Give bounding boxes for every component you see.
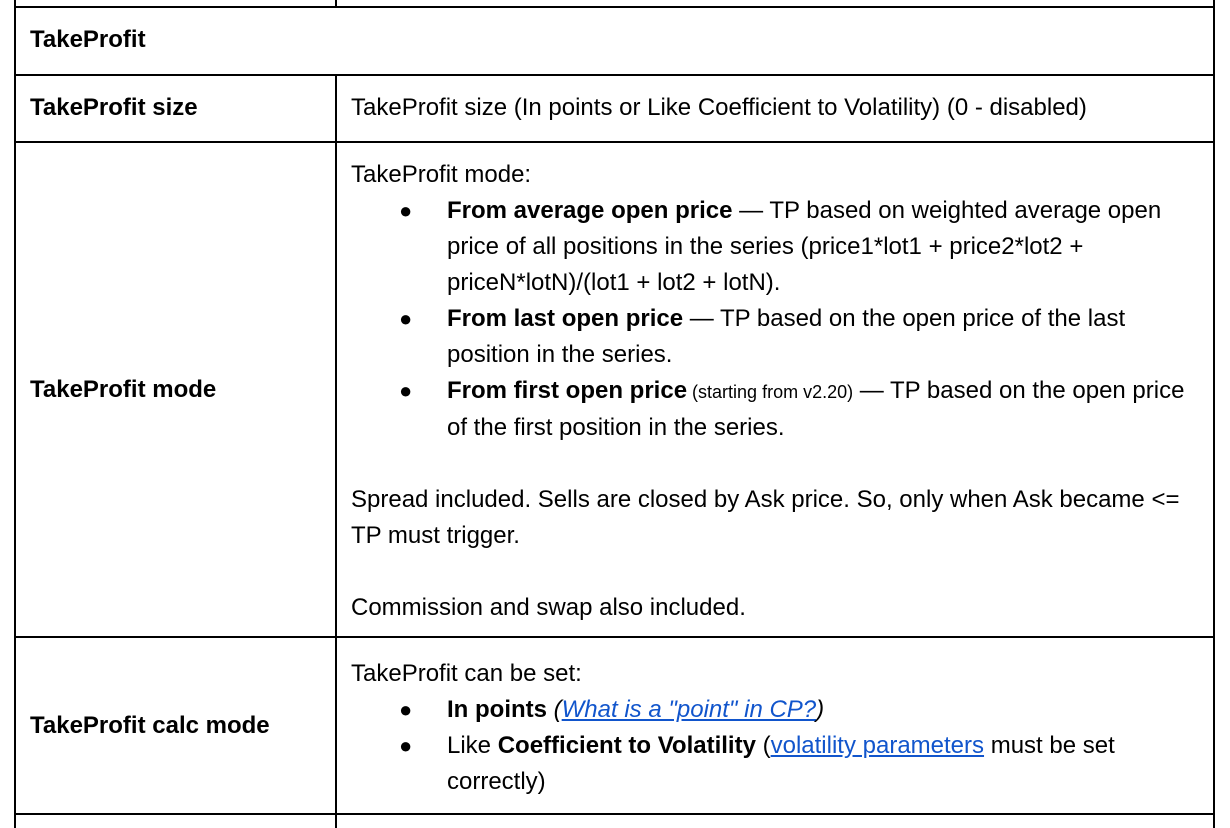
row-border <box>14 74 1215 76</box>
row-description <box>351 656 1201 800</box>
mode-list <box>351 193 1201 446</box>
paren-open: ( <box>546 696 562 723</box>
bullet-icon: ● <box>399 378 413 403</box>
paren-open: ( <box>755 732 771 759</box>
row-description: TakeProfit size (In points or Like Coefficient to Volatility) (0 - disabled) <box>351 94 1087 121</box>
item-text: must be set correctly) <box>447 732 1115 795</box>
volatility-parameters-link[interactable]: volatility parameters <box>770 732 985 759</box>
bullet-icon: ● <box>399 198 413 223</box>
column-divider <box>335 75 337 828</box>
item-title: From first open price <box>447 377 688 404</box>
section-title: TakeProfit <box>30 26 146 53</box>
item-text: — TP based on the open price of the last position in the series. <box>447 305 1126 368</box>
calc-mode-list <box>351 692 1201 800</box>
bullet-icon: ● <box>399 697 413 722</box>
bullet-icon: ● <box>399 733 413 758</box>
commission-note: Commission and swap also included. <box>351 594 746 621</box>
table-border-right <box>1213 0 1215 828</box>
row-description <box>351 157 1201 626</box>
list-item <box>351 728 1201 800</box>
item-version-note: (starting from v2.20) <box>687 382 854 402</box>
row-border <box>14 141 1215 143</box>
list-item <box>351 193 1201 301</box>
item-prefix: Like <box>447 732 498 759</box>
list-item <box>351 373 1201 446</box>
row-border <box>14 813 1215 815</box>
row-intro: TakeProfit can be set: <box>351 660 582 687</box>
row-intro: TakeProfit mode: <box>351 161 532 188</box>
point-definition-link[interactable]: What is a "point" in CP? <box>561 696 817 723</box>
table-border-left <box>14 0 16 828</box>
bullet-icon: ● <box>399 306 413 331</box>
paren-close: ) <box>816 696 825 723</box>
row-border <box>14 636 1215 638</box>
item-title: From last open price <box>447 305 684 332</box>
item-text: — TP based on the open price of the first position in the series. <box>447 377 1185 441</box>
row-label: TakeProfit mode <box>30 376 217 403</box>
item-title: From average open price <box>447 197 733 224</box>
row-label: TakeProfit calc mode <box>30 712 270 739</box>
spread-note: Spread included. Sells are closed by Ask price. So, only when Ask became <= TP must trigger. <box>351 486 1180 549</box>
list-item <box>351 692 1201 728</box>
row-border <box>14 6 1215 8</box>
list-item <box>351 301 1201 373</box>
item-title: In points <box>447 696 547 723</box>
row-label: TakeProfit size <box>30 94 198 121</box>
item-text: — TP based on weighted average open price of all positions in the series (price1*lot1 + price2*lot2 + priceN*lotN)/(lot1 + lot2 + lotN). <box>447 197 1162 296</box>
item-title: Coefficient to Volatility <box>497 732 756 759</box>
